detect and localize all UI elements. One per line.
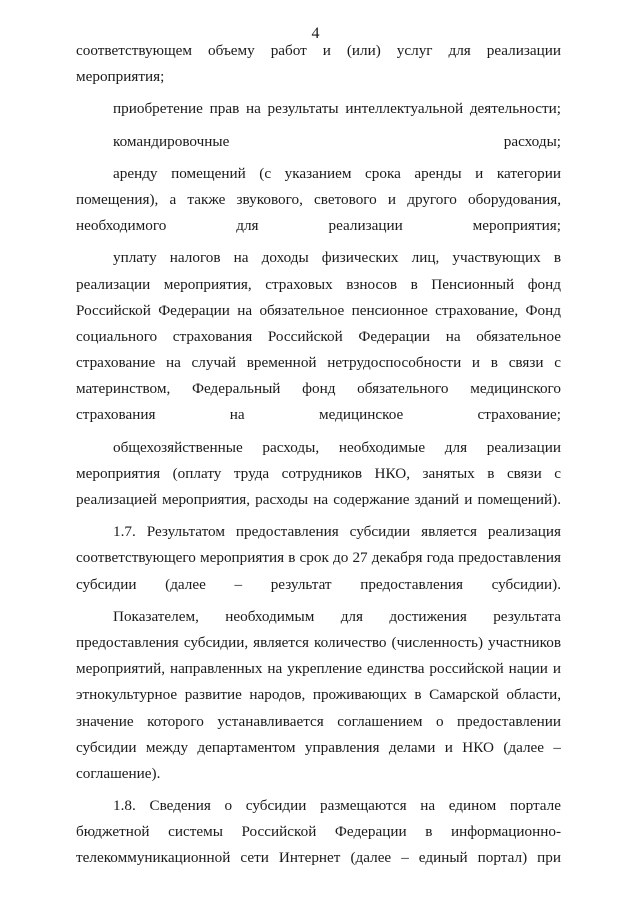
text-line: субсидии (далее – результат предоставления субсидии). bbox=[76, 575, 561, 593]
text-line: мероприятий, направленных на укрепление единства российской нации и bbox=[76, 660, 561, 678]
paragraph bbox=[76, 129, 561, 155]
text-line: субсидии между департаментом управления делами и НКО (далее – bbox=[76, 738, 561, 756]
text-line: помещения), а также звукового, светового и другого оборудования, bbox=[76, 190, 561, 208]
paragraph bbox=[76, 435, 561, 514]
text-line: социального страхования Российской Федерации на обязательное bbox=[76, 327, 561, 345]
text-line: материнством, Федеральный фонд обязательного медицинского bbox=[76, 380, 561, 398]
text-line: соответствующем объему работ и (или) услуг для реализации bbox=[76, 42, 561, 59]
text-line: уплату налогов на доходы физических лиц, участвующих в bbox=[113, 249, 561, 267]
text-line: реализации мероприятия, страховых взносов в Пенсионный фонд bbox=[76, 275, 561, 293]
paragraph bbox=[76, 245, 561, 428]
text-line: приобретение прав на результаты интеллектуальной деятельности; bbox=[113, 100, 561, 118]
text-line: страхование на случай временной нетрудоспособности и в связи с bbox=[76, 354, 561, 372]
text-line: аренду помещений (с указанием срока аренды и категории bbox=[113, 164, 561, 182]
text-line: бюджетной системы Российской Федерации в информационно- bbox=[76, 823, 561, 841]
text-line: предоставления субсидии, является количество (численность) участников bbox=[76, 633, 561, 651]
text-line: реализацией мероприятия, расходы на содержание зданий и помещений). bbox=[76, 491, 561, 508]
text-line: этнокультурное развитие народов, проживающих в Самарской области, bbox=[76, 686, 561, 704]
text-line: Показателем, необходимым для достижения результата bbox=[113, 607, 561, 625]
text-line: соглашение). bbox=[76, 764, 161, 782]
text-line: командировочные расходы; bbox=[113, 132, 561, 150]
paragraph bbox=[76, 604, 561, 787]
paragraph bbox=[76, 519, 561, 598]
text-line: мероприятия (оплату труда сотрудников НКО, занятых в связи с bbox=[76, 464, 561, 482]
text-line: общехозяйственные расходы, необходимые для реализации bbox=[113, 438, 561, 456]
text-line: Российской Федерации на обязательное пенсионное страхование, Фонд bbox=[76, 301, 561, 319]
paragraph bbox=[76, 38, 561, 90]
text-line: телекоммуникационной сети Интернет (далее – единый портал) при bbox=[76, 849, 561, 867]
text-line: необходимого для реализации мероприятия; bbox=[76, 217, 561, 235]
document-body bbox=[76, 38, 561, 872]
text-line: мероприятия; bbox=[76, 68, 165, 86]
text-line: страхования на медицинское страхование; bbox=[76, 406, 561, 424]
text-line: 1.8. Сведения о субсидии размещаются на едином портале bbox=[113, 797, 561, 815]
paragraph bbox=[76, 161, 561, 240]
text-line: значение которого устанавливается соглашением о предоставлении bbox=[76, 712, 561, 730]
text-line: соответствующего мероприятия в срок до 27 декабря года предоставления bbox=[76, 549, 561, 567]
text-line: 1.7. Результатом предоставления субсидии является реализация bbox=[113, 523, 561, 541]
paragraph bbox=[76, 793, 561, 872]
paragraph bbox=[76, 96, 561, 122]
page-number: 4 bbox=[311, 25, 320, 42]
